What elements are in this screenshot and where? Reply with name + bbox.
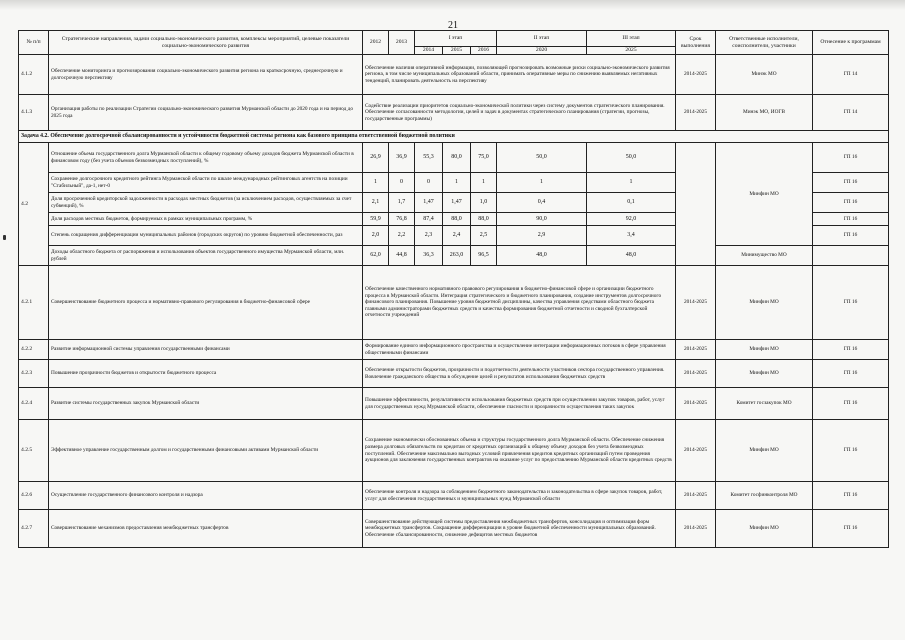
header-stage-3: III этап	[587, 31, 676, 47]
header-2014: 2014	[415, 47, 443, 55]
row-description: Совершенствование действующей системы предоставления межбюджетных трансфертов, консолидация и оптимизация форм межбюджетных трансфертов. Сокращение дифференциации в уровне бюджетной обеспеченности муниципальных образований. Обеспечение сбалансированности, снижение дефицитов местных бюджетов	[363, 510, 676, 548]
strategy-table-wrapper	[18, 30, 888, 548]
row-responsible: Минэк МО	[716, 55, 813, 95]
row-term: 2014-2025	[676, 340, 716, 360]
indicator-value-2025: 3,4	[587, 226, 676, 246]
indicator-value-2014: 0	[415, 173, 443, 193]
table-row	[19, 266, 889, 340]
row-program: ГП 16	[813, 388, 889, 420]
indicator-name: Доля расходов местных бюджетов, формируемых в рамках муниципальных программ, %	[49, 213, 363, 226]
header-2013: 2013	[389, 31, 415, 55]
row-name: Повышение прозрачности бюджетов и открытости бюджетного процесса	[49, 360, 363, 388]
indicator-value-2014: 1,47	[415, 193, 443, 213]
row-name: Эффективное управление государственным долгом и государственными финансовыми активами Мурманской области	[49, 420, 363, 482]
indicator-program: ГП 16	[813, 143, 889, 173]
row-program: ГП 14	[813, 95, 889, 131]
indicator-name: Доходы областного бюджета от распоряжения и использования объектов государственного имущества Мурманской области, млн. рублей	[49, 246, 363, 266]
indicator-value-2015: 263,0	[443, 246, 471, 266]
indicator-value-2013: 36,9	[389, 143, 415, 173]
row-responsible: Минэк МО, ИОГВ	[716, 95, 813, 131]
table-row	[19, 510, 889, 548]
row-responsible: Минфин МО	[716, 266, 813, 340]
row-term: 2014-2025	[676, 95, 716, 131]
header-2012: 2012	[363, 31, 389, 55]
indicators-responsible: Минфин МО	[716, 143, 813, 246]
header-2016: 2016	[471, 47, 497, 55]
header-name: Стратегические направления, задачи социально-экономического развития, комплексы мероприятий, целевые показатели социально-экономического развития	[49, 31, 363, 55]
row-description: Обеспечение контроля и надзора за соблюдением бюджетного законодательства и законодательства в сфере закупок товаров, работ, услуг для обеспечения государственных и муниципальных нужд Мурманской области	[363, 482, 676, 510]
indicator-name: Степень сокращения дифференциации муниципальных районов (городских округов) по уровню бюджетной обеспеченности, раз	[49, 226, 363, 246]
indicators-responsible-property: Минимущество МО	[716, 246, 813, 266]
table-row	[19, 340, 889, 360]
indicator-program: ГП 16	[813, 193, 889, 213]
row-name: Совершенствование бюджетного процесса и нормативно-правового регулирования в бюджетно-финансовой сфере	[49, 266, 363, 340]
indicator-value-2020: 48,0	[497, 246, 587, 266]
indicator-value-2012: 1	[363, 173, 389, 193]
row-code: 4.2.7	[19, 510, 49, 548]
indicator-value-2020: 1	[497, 173, 587, 193]
task-row	[19, 131, 889, 143]
indicator-value-2025: 48,0	[587, 246, 676, 266]
row-program: ГП 16	[813, 340, 889, 360]
row-code: 4.2.2	[19, 340, 49, 360]
indicator-value-2014: 55,3	[415, 143, 443, 173]
indicator-value-2025: 92,0	[587, 213, 676, 226]
header-stage-1: I этап	[415, 31, 497, 47]
scan-artifact	[3, 235, 6, 240]
indicator-program: ГП 16	[813, 213, 889, 226]
row-term: 2014-2025	[676, 360, 716, 388]
indicator-value-2014: 36,3	[415, 246, 443, 266]
indicators-code: 4.2	[19, 143, 49, 266]
indicator-value-2020: 0,4	[497, 193, 587, 213]
row-program: ГП 14	[813, 55, 889, 95]
header-stage-2: II этап	[497, 31, 587, 47]
indicators-term	[676, 143, 716, 266]
row-description: Обеспечение открытости бюджетов, прозрачности и подотчетности деятельности участников сектора государственного управления. Вовлечение гражданского общества в обсуждение целей и результатов использования бюджетных средств	[363, 360, 676, 388]
row-responsible: Комитет госзакупок МО	[716, 388, 813, 420]
indicator-value-2016: 1	[471, 173, 497, 193]
indicator-value-2025: 1	[587, 173, 676, 193]
row-code: 4.2.6	[19, 482, 49, 510]
indicator-name: Сохранение долгосрочного кредитного рейтинга Мурманской области по шкале международных рейтинговых агентств на позиции "Стабильный", да-1, нет-0	[49, 173, 363, 193]
header-responsible: Ответственные исполнители, соисполнители, участники	[716, 31, 813, 55]
row-program: ГП 16	[813, 482, 889, 510]
table-row	[19, 482, 889, 510]
header-2025: 2025	[587, 47, 676, 55]
row-name: Организация работы по реализации Стратегии социально-экономического развития Мурманской области до 2020 года и на период до 2025 года	[49, 95, 363, 131]
table-row	[19, 360, 889, 388]
indicator-program	[813, 246, 889, 266]
row-responsible: Минфин МО	[716, 510, 813, 548]
row-code: 4.1.2	[19, 55, 49, 95]
row-program: ГП 16	[813, 510, 889, 548]
scan-shadow	[0, 0, 905, 10]
row-description: Сохранение экономически обоснованных объема и структуры государственного долга Мурманской области. Обеспечение снижения размера долговых обязательств по кредитам от кредитных организаций к общему объему доходов без учета безвозмездных поступлений. Обеспечение максимально выгодных условий привлечения кредитов кредитных организаций путем проведения аукционов для заключения государственных контрактов на оказание услуг по предоставлению Мурманской области кредитных средств	[363, 420, 676, 482]
page-number: 21	[448, 20, 458, 31]
row-name: Обеспечение мониторинга и прогнозирования социально-экономического развития региона на краткосрочную, среднесрочную и долгосрочную перспективу	[49, 55, 363, 95]
indicator-name: Доля просроченной кредиторской задолженности в расходах местных бюджетов (за исключением расходов, осуществляемых за счет субвенций), %	[49, 193, 363, 213]
row-name: Осуществление государственного финансового контроля и надзора	[49, 482, 363, 510]
indicator-name: Отношение объема государственного долга Мурманской области к общему годовому объему доходов бюджета Мурманской области в финансовом году (без учета объемов безвозмездных поступлений), %	[49, 143, 363, 173]
header-2020: 2020	[497, 47, 587, 55]
row-code: 4.2.1	[19, 266, 49, 340]
indicator-value-2015: 80,0	[443, 143, 471, 173]
header-term: Срок выполнения	[676, 31, 716, 55]
indicator-value-2013: 76,8	[389, 213, 415, 226]
indicator-value-2015: 1,47	[443, 193, 471, 213]
row-term: 2014-2025	[676, 266, 716, 340]
indicator-program: ГП 16	[813, 173, 889, 193]
row-code: 4.1.3	[19, 95, 49, 131]
row-name: Развитие системы государственных закупок Мурманской области	[49, 388, 363, 420]
indicator-value-2013: 1,7	[389, 193, 415, 213]
indicator-value-2020: 2,9	[497, 226, 587, 246]
row-name: Совершенствование механизмов предоставления межбюджетных трансфертов	[49, 510, 363, 548]
row-responsible: Комитет госфинконтроля МО	[716, 482, 813, 510]
indicator-value-2013: 0	[389, 173, 415, 193]
row-responsible: Минфин МО	[716, 360, 813, 388]
row-responsible: Минфин МО	[716, 340, 813, 360]
table-row	[19, 420, 889, 482]
task-title: Задача 4.2. Обеспечение долгосрочной сбалансированности и устойчивости бюджетной системы региона как базового принципа ответственной бюджетной политики	[19, 131, 889, 143]
row-term: 2014-2025	[676, 420, 716, 482]
indicator-value-2014: 87,4	[415, 213, 443, 226]
indicator-value-2012: 26,9	[363, 143, 389, 173]
indicator-value-2013: 2,2	[389, 226, 415, 246]
row-term: 2014-2025	[676, 388, 716, 420]
indicator-value-2012: 2,1	[363, 193, 389, 213]
indicator-value-2025: 0,1	[587, 193, 676, 213]
indicator-value-2014: 2,3	[415, 226, 443, 246]
row-name: Развитие информационной системы управления государственными финансами	[49, 340, 363, 360]
indicator-value-2012: 59,9	[363, 213, 389, 226]
indicator-value-2016: 1,0	[471, 193, 497, 213]
row-program: ГП 16	[813, 420, 889, 482]
table-row	[19, 95, 889, 131]
indicator-value-2012: 62,0	[363, 246, 389, 266]
row-description: Содействие реализации приоритетов социально-экономической политики через систему документов стратегического планирования. Обеспечение согласованности методологии, целей и задач в документах стратегического планирования (стратегии, прогнозы, государственные программы)	[363, 95, 676, 131]
indicator-value-2025: 50,0	[587, 143, 676, 173]
header-program: Отнесение к программам	[813, 31, 889, 55]
table-header-row	[19, 31, 889, 47]
table-row	[19, 388, 889, 420]
row-term: 2014-2025	[676, 510, 716, 548]
row-code: 4.2.4	[19, 388, 49, 420]
header-num: № п/п	[19, 31, 49, 55]
indicator-value-2016: 88,0	[471, 213, 497, 226]
row-description: Обеспечение наличия оперативной информации, позволяющей прогнозировать возможные риски социально-экономического развития региона, в том числе муниципальных образований области, принимать оперативные меры по снижению выявляемых негативных тенденций, планировать деятельность на перспективу	[363, 55, 676, 95]
row-description: Обеспечение качественного нормативного правового регулирования в бюджетно-финансовой сфере и организации бюджетного процесса в Мурманской области. Интеграция стратегического и бюджетного планирования, создание инструментов долгосрочного финансового планирования. Повышение уровня бюджетной дисциплины, качества управления средствами областного бюджета главными администраторами бюджетных средств и качества формирования бюджетной отчетности и сводной бухгалтерской отчетности учреждений	[363, 266, 676, 340]
indicator-value-2015: 2,4	[443, 226, 471, 246]
header-2015: 2015	[443, 47, 471, 55]
row-code: 4.2.5	[19, 420, 49, 482]
indicator-value-2012: 2,0	[363, 226, 389, 246]
row-code: 4.2.3	[19, 360, 49, 388]
row-description: Повышение эффективности, результативности использования бюджетных средств при осуществлении закупок товаров, работ, услуг для государственных нужд Мурманской области, обеспечение гласности и прозрачности осуществления таких закупок	[363, 388, 676, 420]
strategy-table	[18, 30, 889, 548]
table-row	[19, 55, 889, 95]
row-responsible: Минфин МО	[716, 420, 813, 482]
indicator-row	[19, 246, 889, 266]
indicator-program: ГП 16	[813, 226, 889, 246]
indicator-value-2020: 50,0	[497, 143, 587, 173]
indicator-value-2016: 75,0	[471, 143, 497, 173]
indicator-value-2020: 90,0	[497, 213, 587, 226]
indicator-value-2016: 96,5	[471, 246, 497, 266]
row-program: ГП 16	[813, 360, 889, 388]
indicator-value-2015: 1	[443, 173, 471, 193]
row-term: 2014-2025	[676, 482, 716, 510]
indicator-value-2015: 88,0	[443, 213, 471, 226]
indicator-value-2016: 2,5	[471, 226, 497, 246]
row-description: Формирование единого информационного пространства и осуществление интеграции информационных потоков в сфере управления общественными финансами	[363, 340, 676, 360]
row-program: ГП 16	[813, 266, 889, 340]
row-term: 2014-2025	[676, 55, 716, 95]
indicator-value-2013: 44,8	[389, 246, 415, 266]
indicator-row	[19, 143, 889, 173]
